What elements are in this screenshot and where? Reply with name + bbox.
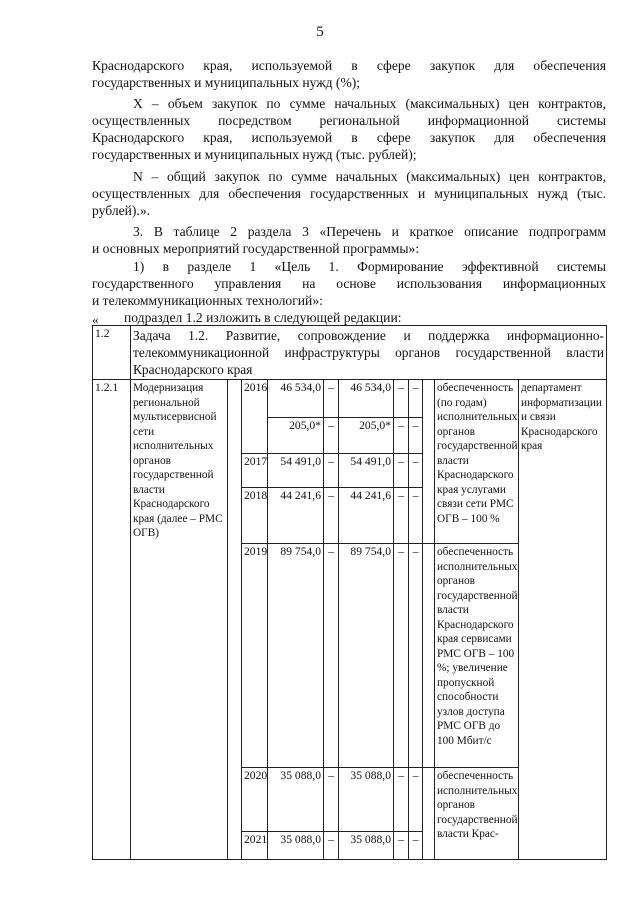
funding-cell: – [394, 380, 409, 418]
funding-cell: – [394, 454, 409, 488]
text-line: государственных и муниципальных нужд (%); [92, 75, 361, 90]
funding-cell: 35 088,0 [339, 768, 394, 832]
result-cell: обеспеченность исполнительных органов государственной власти Крас- [435, 768, 519, 860]
text-line: осуществленных для обеспечения государственных и муниципальных нужд (тыс. [92, 186, 606, 201]
year-cell: 2021 [242, 832, 268, 860]
year-cell: 2017 [242, 454, 268, 488]
text-line: осуществленных посредством региональной информационной системы [92, 113, 606, 128]
year-cell: 2016 [242, 380, 268, 454]
empty-cell [228, 380, 242, 860]
text-line: рублей).». [92, 203, 151, 218]
funding-cell: – [394, 488, 409, 544]
subsection-table [92, 325, 607, 860]
text-line: 1) в разделе 1 «Цель 1. Формирование эффективной системы [133, 259, 606, 274]
text-line: Краснодарского края, используемой в сфере закупок для обеспечения [92, 130, 606, 145]
responsible-cell: департамент информатизации и связи Краснодарского края [519, 380, 607, 860]
empty-cell [423, 380, 435, 544]
total-cell: 205,0* [268, 418, 324, 454]
year-cell: 2018 [242, 488, 268, 544]
funding-cell: – [409, 380, 423, 418]
funding-cell: – [409, 418, 423, 454]
text-line: государственного управления на основе использования информационных [92, 276, 606, 291]
task-text: Задача 1.2. Развитие, сопровождение и поддержка информационно-телекоммуникационной инфраструктуры органов государственной власти Краснодарского края [131, 326, 607, 380]
funding-cell: – [324, 544, 339, 768]
total-cell: 35 088,0 [268, 832, 324, 860]
funding-cell: – [409, 488, 423, 544]
funding-cell: 46 534,0 [339, 380, 394, 418]
funding-cell: – [324, 380, 339, 418]
text-line: подраздел 1.2 изложить в следующей редакции: [124, 310, 402, 325]
task-number: 1.2 [93, 326, 131, 380]
funding-cell: 89 754,0 [339, 544, 394, 768]
text-line: X – объем закупок по сумме начальных (максимальных) цен контрактов, [133, 96, 606, 111]
measure-name: Модернизация региональной мультисервисной сети исполнительных органов государственной власти Краснодарского края (далее – РМС ОГВ) [131, 380, 228, 860]
funding-cell: – [394, 544, 409, 768]
text-line: Краснодарского края, используемой в сфере закупок для обеспечения [92, 58, 606, 73]
quote-open: « [92, 312, 99, 327]
funding-cell: 205,0* [339, 418, 394, 454]
funding-cell: – [409, 544, 423, 768]
funding-cell: – [324, 454, 339, 488]
result-cell: обеспеченность исполнительных органов государственной власти Краснодарского края сервисами РМС ОГВ – 100 %; увеличение пропускной способности узлов доступа РМС ОГВ до 100 Мбит/с [435, 544, 519, 768]
measure-number: 1.2.1 [93, 380, 131, 860]
result-cell: обеспеченность (по годам) исполнительных органов государственной власти Краснодарского края услугами связи сети РМС ОГВ – 100 % [435, 380, 519, 544]
text-line: 3. В таблице 2 раздела 3 «Перечень и краткое описание подпрограмм [133, 224, 606, 239]
total-cell: 54 491,0 [268, 454, 324, 488]
year-cell: 2019 [242, 544, 268, 768]
funding-cell: – [324, 832, 339, 860]
funding-cell: – [409, 832, 423, 860]
funding-cell: 35 088,0 [339, 832, 394, 860]
funding-cell: – [394, 418, 409, 454]
total-cell: 35 088,0 [268, 768, 324, 832]
funding-cell: 54 491,0 [339, 454, 394, 488]
text-line: и телекоммуникационных технологий»: [92, 293, 323, 308]
text-line: N – общий закупок по сумме начальных (максимальных) цен контрактов, [133, 169, 606, 184]
text-line: и основных мероприятий государственной программы»: [92, 241, 420, 256]
empty-cell [423, 544, 435, 768]
page-number: 5 [316, 24, 324, 40]
empty-cell [423, 768, 435, 860]
text-line: государственных и муниципальных нужд (тыс. рублей); [92, 147, 417, 162]
total-cell: 46 534,0 [268, 380, 324, 418]
funding-cell: – [394, 768, 409, 832]
funding-cell: – [324, 488, 339, 544]
funding-cell: – [324, 418, 339, 454]
funding-cell: – [409, 768, 423, 832]
total-cell: 89 754,0 [268, 544, 324, 768]
funding-cell: 44 241,6 [339, 488, 394, 544]
funding-cell: – [409, 454, 423, 488]
total-cell: 44 241,6 [268, 488, 324, 544]
funding-cell: – [324, 768, 339, 832]
year-cell: 2020 [242, 768, 268, 832]
funding-cell: – [394, 832, 409, 860]
